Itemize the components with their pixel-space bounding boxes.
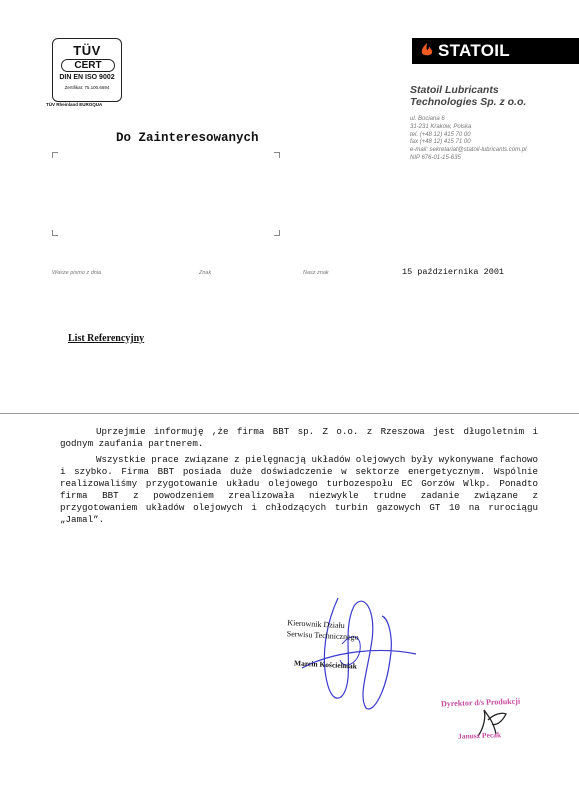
statoil-logo <box>412 38 579 64</box>
address-line: tel. (+48 12) 415 70 00 <box>410 131 471 138</box>
your-letter-label: Wasze pismo z dnia <box>52 270 102 276</box>
address-window-corner <box>52 230 58 236</box>
tuv-logo-footer: TÜV Rheinland EUROQUA <box>46 102 103 107</box>
stamp-title: Dyrektor d/s Produkcji <box>440 696 521 709</box>
handwritten-signature <box>282 588 422 718</box>
company-name-line1: Statoil Lubricants <box>410 84 499 96</box>
our-ref-label: Nasz znak <box>303 270 329 276</box>
tuv-logo-certificate: Zertifikat: 75.100.6694 <box>64 85 110 90</box>
tuv-cert-logo <box>52 38 122 102</box>
address-window-corner <box>274 230 280 236</box>
company-name-line2: Technologies Sp. z o.o. <box>410 96 527 108</box>
fold-line <box>0 413 579 414</box>
company-name <box>410 84 526 108</box>
letter-subject: List Referencyjny <box>68 333 145 344</box>
tuv-logo-cert: CERT <box>61 59 115 72</box>
address-line: fax (+48 12) 415 71 00 <box>410 139 471 146</box>
stamp-name: Janusz Pecak <box>457 730 502 741</box>
body-paragraph: Wszystkie prace związane z pielęgnacją układów olejowych były wykonywane fachowo i szybko. Firma BBT posiada duże doświadczenie w sektorze energetycznym. Wspólnie realizowaliśmy przygotowanie układu olejowego turbozespołu EC Gorzów Wlkp. Ponadto firma BBT z powodzeniem zrealizowała niezwykle trudne zadanie związane z przygotowaniem układów olejowych i chłodzących turbin gazowych GT 10 na rurociągu „Jamal”. <box>60 454 538 525</box>
recipient: Do Zainteresowanych <box>116 131 259 145</box>
flame-icon <box>420 42 434 58</box>
company-address <box>410 116 526 163</box>
tuv-logo-top: TÜV <box>73 43 101 58</box>
address-line: NIP 676-01-15-635 <box>410 154 461 161</box>
address-line: ul. Bociana 6 <box>410 116 445 122</box>
signatory-title-line2: Serwisu Technicznego <box>286 629 359 642</box>
signatory-title-line1: Kierownik Działu <box>287 618 346 631</box>
letter-date: 15 października 2001 <box>402 267 505 277</box>
signatory-name: Marcin Kościelniak <box>293 658 358 671</box>
address-window-corner <box>274 152 280 158</box>
address-line: 31-231 Kraków, Polska <box>410 123 472 130</box>
tuv-logo-standard: DIN EN ISO 9002 <box>59 74 115 81</box>
signatory-title <box>286 617 359 643</box>
statoil-brand-name: STATOIL <box>438 41 510 60</box>
address-line: e-mail: sekretariat@statoil-lubricants.com.pl <box>410 147 527 154</box>
address-window-corner <box>52 152 58 158</box>
body-paragraph: Uprzejmie informuję ,że firma BBT sp. Z o.o. z Rzeszowa jest długoletnim i godnym zaufania partnerem. <box>60 426 538 449</box>
ref-label: Znak <box>199 270 212 276</box>
